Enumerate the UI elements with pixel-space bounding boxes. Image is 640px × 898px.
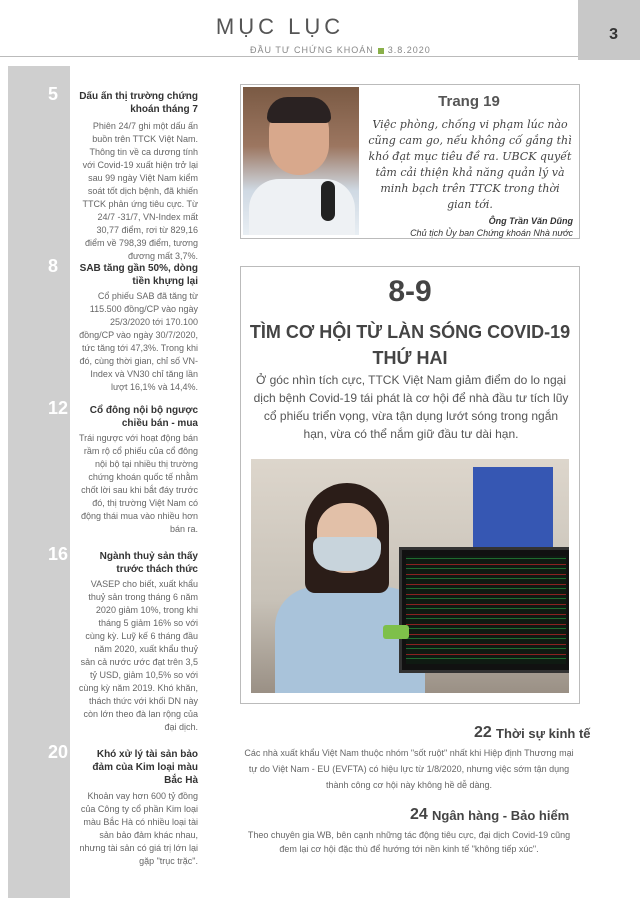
sidebar-item-title: Cổ đông nội bộ ngược chiều bán - mua: [89, 405, 198, 429]
quote-page-label: Trang 19: [438, 93, 500, 110]
microphone-icon: [321, 181, 335, 221]
section-24-number: 24: [410, 806, 428, 823]
quote-author-name: Ông Trần Văn Dũng: [488, 216, 573, 226]
issue-date: 3.8.2020: [387, 45, 431, 55]
sidebar-bar: [8, 66, 70, 898]
quote-text: Việc phòng, chống vi phạm lúc nào cũng cam go, nếu không cố gắng thì khó đạt mục tiêu đề ra. UBCK quyết tâm cải thiện khả năng quản lý và minh bạch trên TTCK trong thời gian tới.: [368, 118, 572, 211]
sidebar-item-body: Cổ phiếu SAB đã tăng từ 115.500 đồng/CP vào ngày 25/3/2020 tới 170.100 đồng/CP vào ngày 30/7/2020, tức tăng tới 47,3%. Trong khi đó, cùng thời gian, chỉ số VN-Index và VN30 chỉ tăng lần lượt 16,1% và 14,4%.: [79, 291, 198, 392]
section-22-body: Các nhà xuất khẩu Việt Nam thuộc nhóm "sốt ruột" nhất khi Hiệp định Thương mại tự do Việt Nam - EU (EVFTA) có hiệu lực từ 1/8/2020, nhưng việc sớm tận dụng thành công cơ hội này không hề dễ dàng.: [244, 748, 574, 790]
phone-icon: [383, 625, 409, 639]
stock-monitor-icon: [399, 547, 569, 673]
quote-author-role: Chủ tịch Ủy ban Chứng khoán Nhà nước: [410, 228, 573, 238]
sidebar-item-number: 5: [48, 84, 59, 104]
sidebar-item-number: 12: [48, 398, 69, 418]
sidebar-item-title: Dấu ấn thị trường chứng khoán tháng 7: [79, 91, 198, 115]
section-24-title: Ngân hàng - Bảo hiểm: [432, 808, 570, 823]
feature-photo: [251, 459, 569, 693]
quote-box: [240, 84, 580, 239]
page-title: MỤC LỤC: [215, 14, 345, 39]
sidebar-item-body: Phiên 24/7 ghi một dấu ấn buồn trên TTCK Việt Nam. Thông tin về ca dương tính với Covid-19 xuất hiện trở lại sau 99 ngày Việt Nam kiểm soát tốt dịch bệnh, đã khiến TTCK phản ứng tiêu cực. Từ 24/7 -31/7, VN-Index mất 30,77 điểm, rơi từ 829,16 điểm về 798,39 điểm, tương đương mất 3,7%.: [82, 121, 198, 261]
sidebar-item-title: Ngành thuỷ sản thấy trước thách thức: [99, 551, 198, 575]
header-divider: [0, 56, 578, 57]
sidebar-item-title: Khó xử lý tài sản bảo đảm của Kim loại màu Bắc Hà: [92, 749, 198, 786]
feature-lead: Ở góc nhìn tích cực, TTCK Việt Nam giảm điểm do lo ngại dịch bệnh Covid-19 tái phát là cơ hội để nhà đầu tư tích lũy cổ phiếu triển vọng, vừa tận dụng lướt sóng trong ngắn hạn, vừa có thể nắm giữ đầu tư dài hạn.: [253, 373, 569, 441]
magazine-subtitle: [250, 45, 431, 55]
magazine-name: ĐẦU TƯ CHỨNG KHOÁN: [250, 45, 374, 55]
section-24-body: Theo chuyên gia WB, bên cạnh những tác động tiêu cực, đại dịch Covid-19 cũng đem lại cơ hội đặc thù để hướng tới nền kinh tế "không tiếp xúc".: [247, 830, 571, 854]
sidebar-item-number: 16: [48, 544, 69, 564]
sidebar-item-body: VASEP cho biết, xuất khẩu thuỷ sản trong tháng 6 năm 2020 giảm 10%, trong khi tháng 5 giảm 16% so với cùng kỳ. Luỹ kế 6 tháng đầu năm 2020, xuất khẩu thuỷ sản cả nước ước đạt trên 3,5 tỷ USD, giảm 10,5% so với cùng kỳ năm 2019. Khó khăn, thách thức với khối DN này còn lớn theo đà lan rộng của đại dịch.: [78, 579, 198, 732]
feature-box: [240, 266, 580, 704]
section-22-number: 22: [474, 724, 492, 741]
quote-author: [410, 215, 573, 239]
section-22-title: Thời sự kinh tế: [496, 726, 591, 741]
sidebar-item-body: Trái ngược với hoạt động bán rầm rộ cổ phiếu của cổ đông nội bộ tại nhiều thị trường chứng khoán quốc tế nhằm chốt lời sau khi bắt đáy trước đó, thị trường Việt Nam có động thái mua vào nhiều hơn bán ra.: [78, 433, 198, 534]
feature-page-number: 8-9: [388, 275, 432, 308]
square-bullet-icon: [378, 48, 384, 54]
feature-title: TÌM CƠ HỘI TỪ LÀN SÓNG COVID-19 THỨ HAI: [249, 322, 571, 368]
face-mask-icon: [313, 537, 381, 571]
sidebar-item-body: Khoản vay hơn 600 tỷ đồng của Công ty cổ phần Kim loại màu Bắc Hà có nhiều loại tài sản bảo đảm khác nhau, nhưng tài sản có giá trị lớn lại gặp "trục trặc".: [79, 791, 198, 866]
page-number: 3: [609, 26, 618, 43]
sidebar-item-number: 20: [48, 742, 69, 762]
sidebar-item-number: 8: [48, 256, 59, 276]
speaker-photo: [243, 87, 359, 235]
sidebar-item-title: SAB tăng gần 50%, dòng tiền khựng lại: [79, 263, 198, 287]
